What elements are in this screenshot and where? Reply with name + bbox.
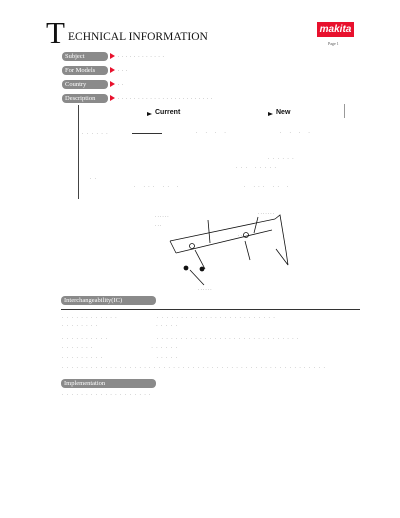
implementation-text: · · · · · · · · · · · · · · · · · · · bbox=[62, 392, 152, 397]
row-4-label: · · bbox=[90, 176, 98, 181]
title-initial: T bbox=[46, 15, 65, 50]
interchangeability-header: Interchangeability(IC) bbox=[61, 296, 156, 305]
ic-row-1: · · · · · · · · · · · · · · · · · · · · · · · · · · · · · · · · · · · · · bbox=[62, 315, 276, 320]
implementation-header: Implementation bbox=[61, 379, 156, 388]
svg-text:· ·: · · bbox=[238, 233, 242, 238]
ic-row-4: · · · · · · · · · · · · · bbox=[62, 345, 179, 350]
row-1-underline bbox=[132, 133, 162, 134]
models-arrow-icon bbox=[110, 67, 115, 73]
subject-value: · · · · · · · · · · · · bbox=[118, 54, 165, 59]
table-edge bbox=[344, 104, 345, 118]
ic-row-3: · · · · · · · · · · · · · · · · · · · · · · · · · · · · · · · · · · · · · · · · bbox=[62, 336, 300, 341]
row-1-current: · · · · bbox=[196, 130, 227, 135]
table-divider bbox=[78, 105, 79, 199]
row-4-current: · · · · · · · bbox=[134, 184, 180, 189]
ic-row-2: · · · · · · · · · · · · · bbox=[62, 323, 179, 328]
svg-text:· · ·: · · · bbox=[155, 223, 162, 228]
ic-row-6: · · · · · · · · · · · · · · · · · · · · · · · · · · · · · · · · · · · · · · · · · · · · · · · · · · · · · · · bbox=[62, 365, 327, 370]
svg-text:· · · · · ·: · · · · · · bbox=[198, 287, 212, 292]
description-value: · · · · · · · · · · · · · · · · · · · · · · · · bbox=[118, 96, 214, 101]
subject-arrow-icon bbox=[110, 53, 115, 59]
row-1-new: · · · · bbox=[280, 130, 311, 135]
row-1-label: · · · · · · bbox=[82, 131, 109, 136]
subject-label: Subject bbox=[62, 52, 108, 61]
country-arrow-icon bbox=[110, 81, 115, 87]
svg-text:· · · · · ·: · · · · · · bbox=[155, 214, 169, 219]
current-header: Current bbox=[155, 109, 181, 116]
section-rule bbox=[61, 309, 360, 310]
models-label: For Models bbox=[62, 66, 108, 75]
country-value: · · bbox=[118, 82, 125, 87]
new-arrow-icon bbox=[268, 112, 273, 116]
page-indicator: Page 1 bbox=[328, 41, 339, 46]
description-arrow-icon bbox=[110, 95, 115, 101]
ic-row-5: · · · · · · · · · · · · · · bbox=[62, 355, 179, 360]
current-arrow-icon bbox=[147, 112, 152, 116]
country-label: Country bbox=[62, 80, 108, 89]
row-3-new: · · · · · · · · bbox=[236, 165, 278, 170]
parts-diagram bbox=[150, 205, 300, 295]
row-2-new: · · · · · · bbox=[268, 156, 295, 161]
new-header: New bbox=[276, 109, 291, 116]
page-title: ECHNICAL INFORMATION bbox=[68, 31, 208, 43]
row-4-new: · · · · · · · bbox=[244, 184, 290, 189]
models-value: · · · bbox=[118, 68, 129, 73]
svg-text:· · · · · · ·: · · · · · · · bbox=[258, 211, 274, 216]
makita-logo: makita bbox=[317, 22, 354, 37]
description-label: Description bbox=[62, 94, 108, 103]
